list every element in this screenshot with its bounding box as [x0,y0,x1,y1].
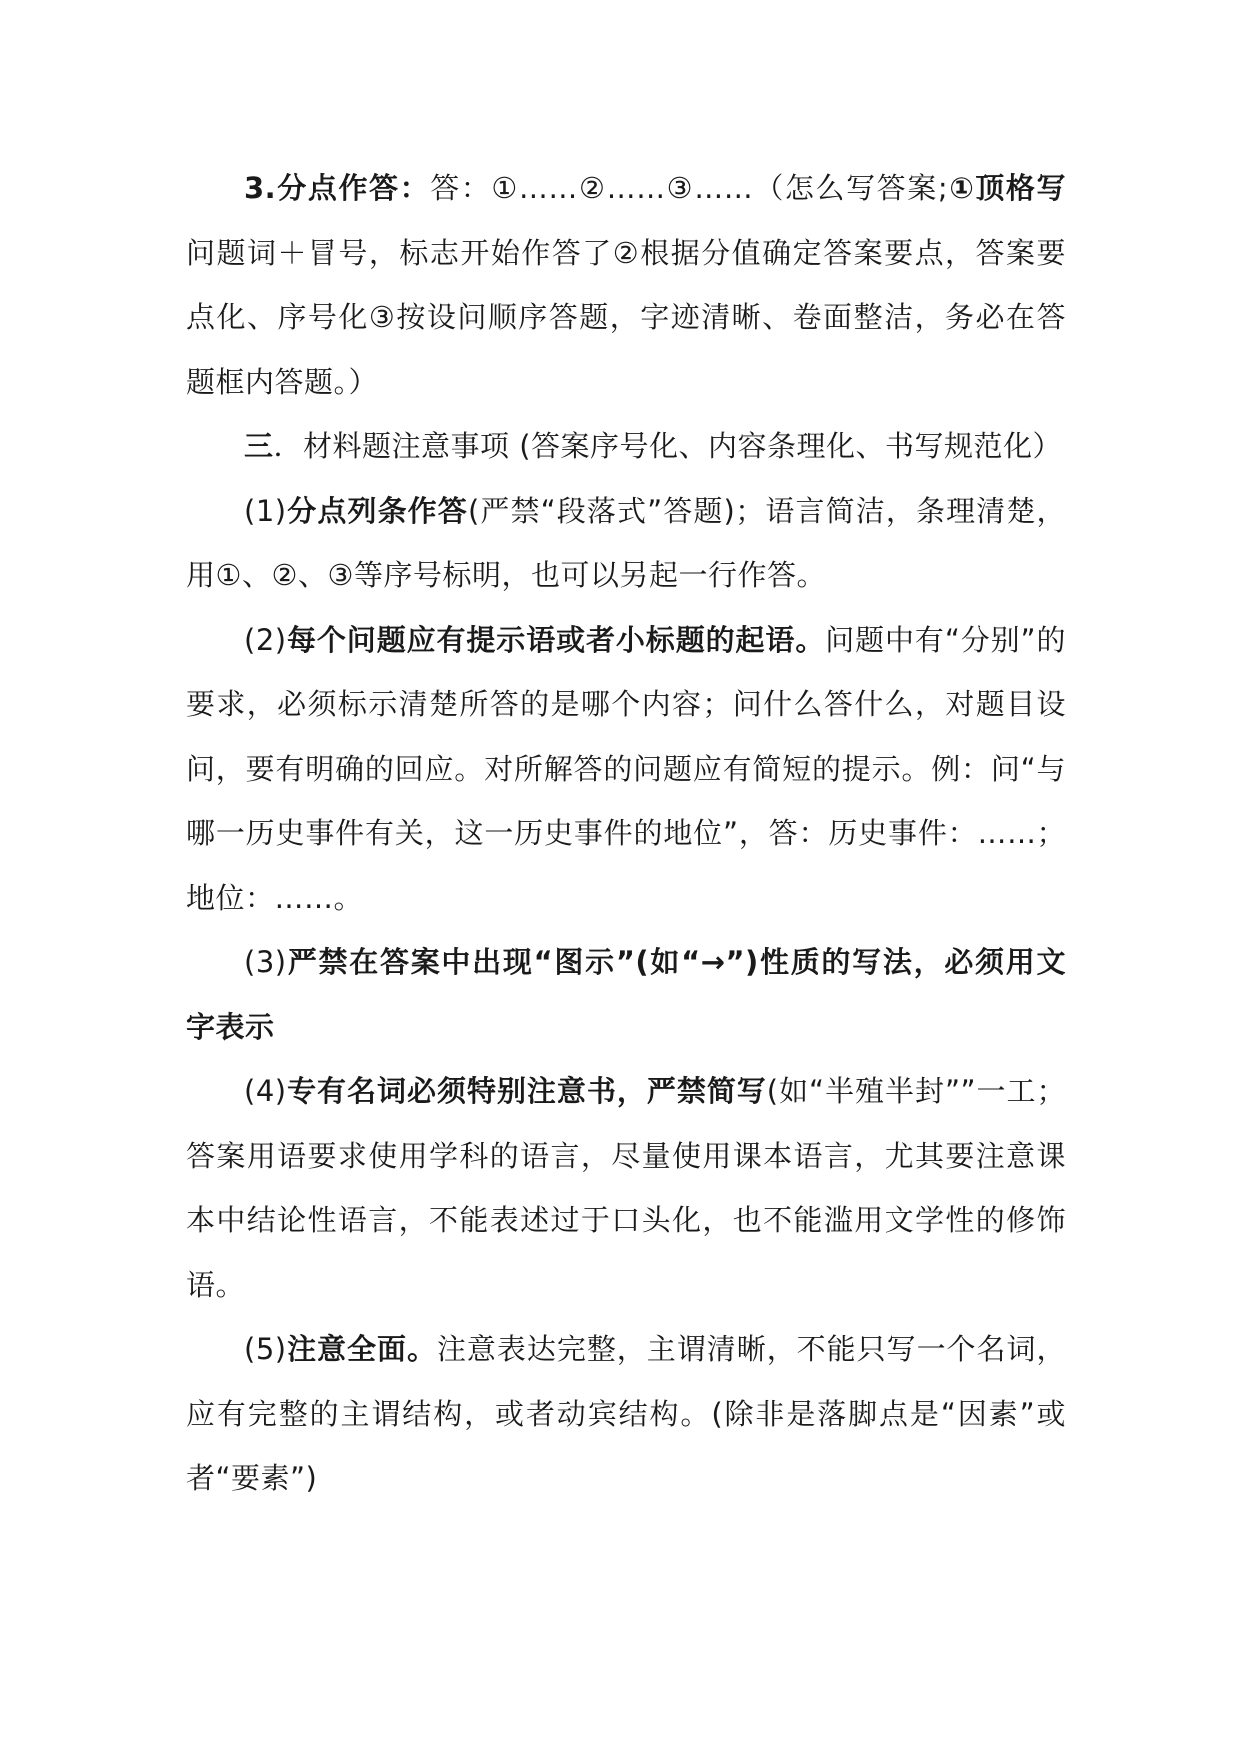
text-run: (严禁“段落式”答题)；语言简洁，条理清楚，用①、②、③等序号标明，也可以另起一行作答。 [186,493,1066,592]
bold-run: 3.分点作答： [244,171,431,205]
paragraph-item-4 [186,1059,1066,1317]
section-number: 三 [244,429,274,463]
paragraph-item-3 [186,930,1066,1059]
section-heading-material-questions [186,414,1066,479]
bold-run: 专有名词必须特别注意书，严禁简写 [286,1074,767,1108]
bold-run: 每个问题应有提示语或者小标题的起语。 [286,622,826,657]
item-number: (4) [244,1074,287,1108]
bold-run: 分点列条作答 [286,493,468,528]
item-number: (5) [244,1332,287,1366]
text-run: 问题词＋冒号，标志开始作答了②根据分值确定答案要点，答案要点化、序号化③按设问顺序答题，字迹清晰、卷面整洁，务必在答题框内答题。） [186,235,1066,399]
item-number: (1) [244,493,287,528]
section-title: ．材料题注意事项 (答案序号化、内容条理化、书写规范化） [273,429,1063,463]
paragraph-item-2 [186,608,1066,931]
item-number: (2) [244,622,287,657]
bold-run: ①顶格写 [948,171,1066,205]
paragraph-item-5 [186,1317,1066,1511]
bold-run: 严禁在答案中出现“图示”(如“→”)性质的写法，必须用文字表示 [186,945,1066,1044]
document-page [186,156,1066,1511]
text-run: 注意表达完整，主谓清晰，不能只写一个名词，应有完整的主谓结构，或者动宾结构。(除非是落脚点是“因素”或者“要素”) [186,1332,1066,1495]
text-run: 问题中有“分别”的要求，必须标示清楚所答的是哪个内容；问什么答什么，对题目设问，要有明确的回应。对所解答的问题应有简短的提示。例：问“与哪一历史事件有关，这一历史事件的地位”，答：历史事件：……；地位：……。 [186,622,1066,915]
text-run: (如“半殖半封””一工；答案用语要求使用学科的语言，尽量使用课本语言，尤其要注意课本中结论性语言，不能表述过于口头化，也不能滥用文学性的修饰语。 [186,1074,1066,1302]
paragraph-item-1 [186,479,1066,608]
text-run: 答：①……②……③……（怎么写答案; [430,171,949,205]
bold-run: 注意全面。 [286,1332,437,1366]
paragraph-answer-format [186,156,1066,414]
item-number: (3) [244,945,287,979]
